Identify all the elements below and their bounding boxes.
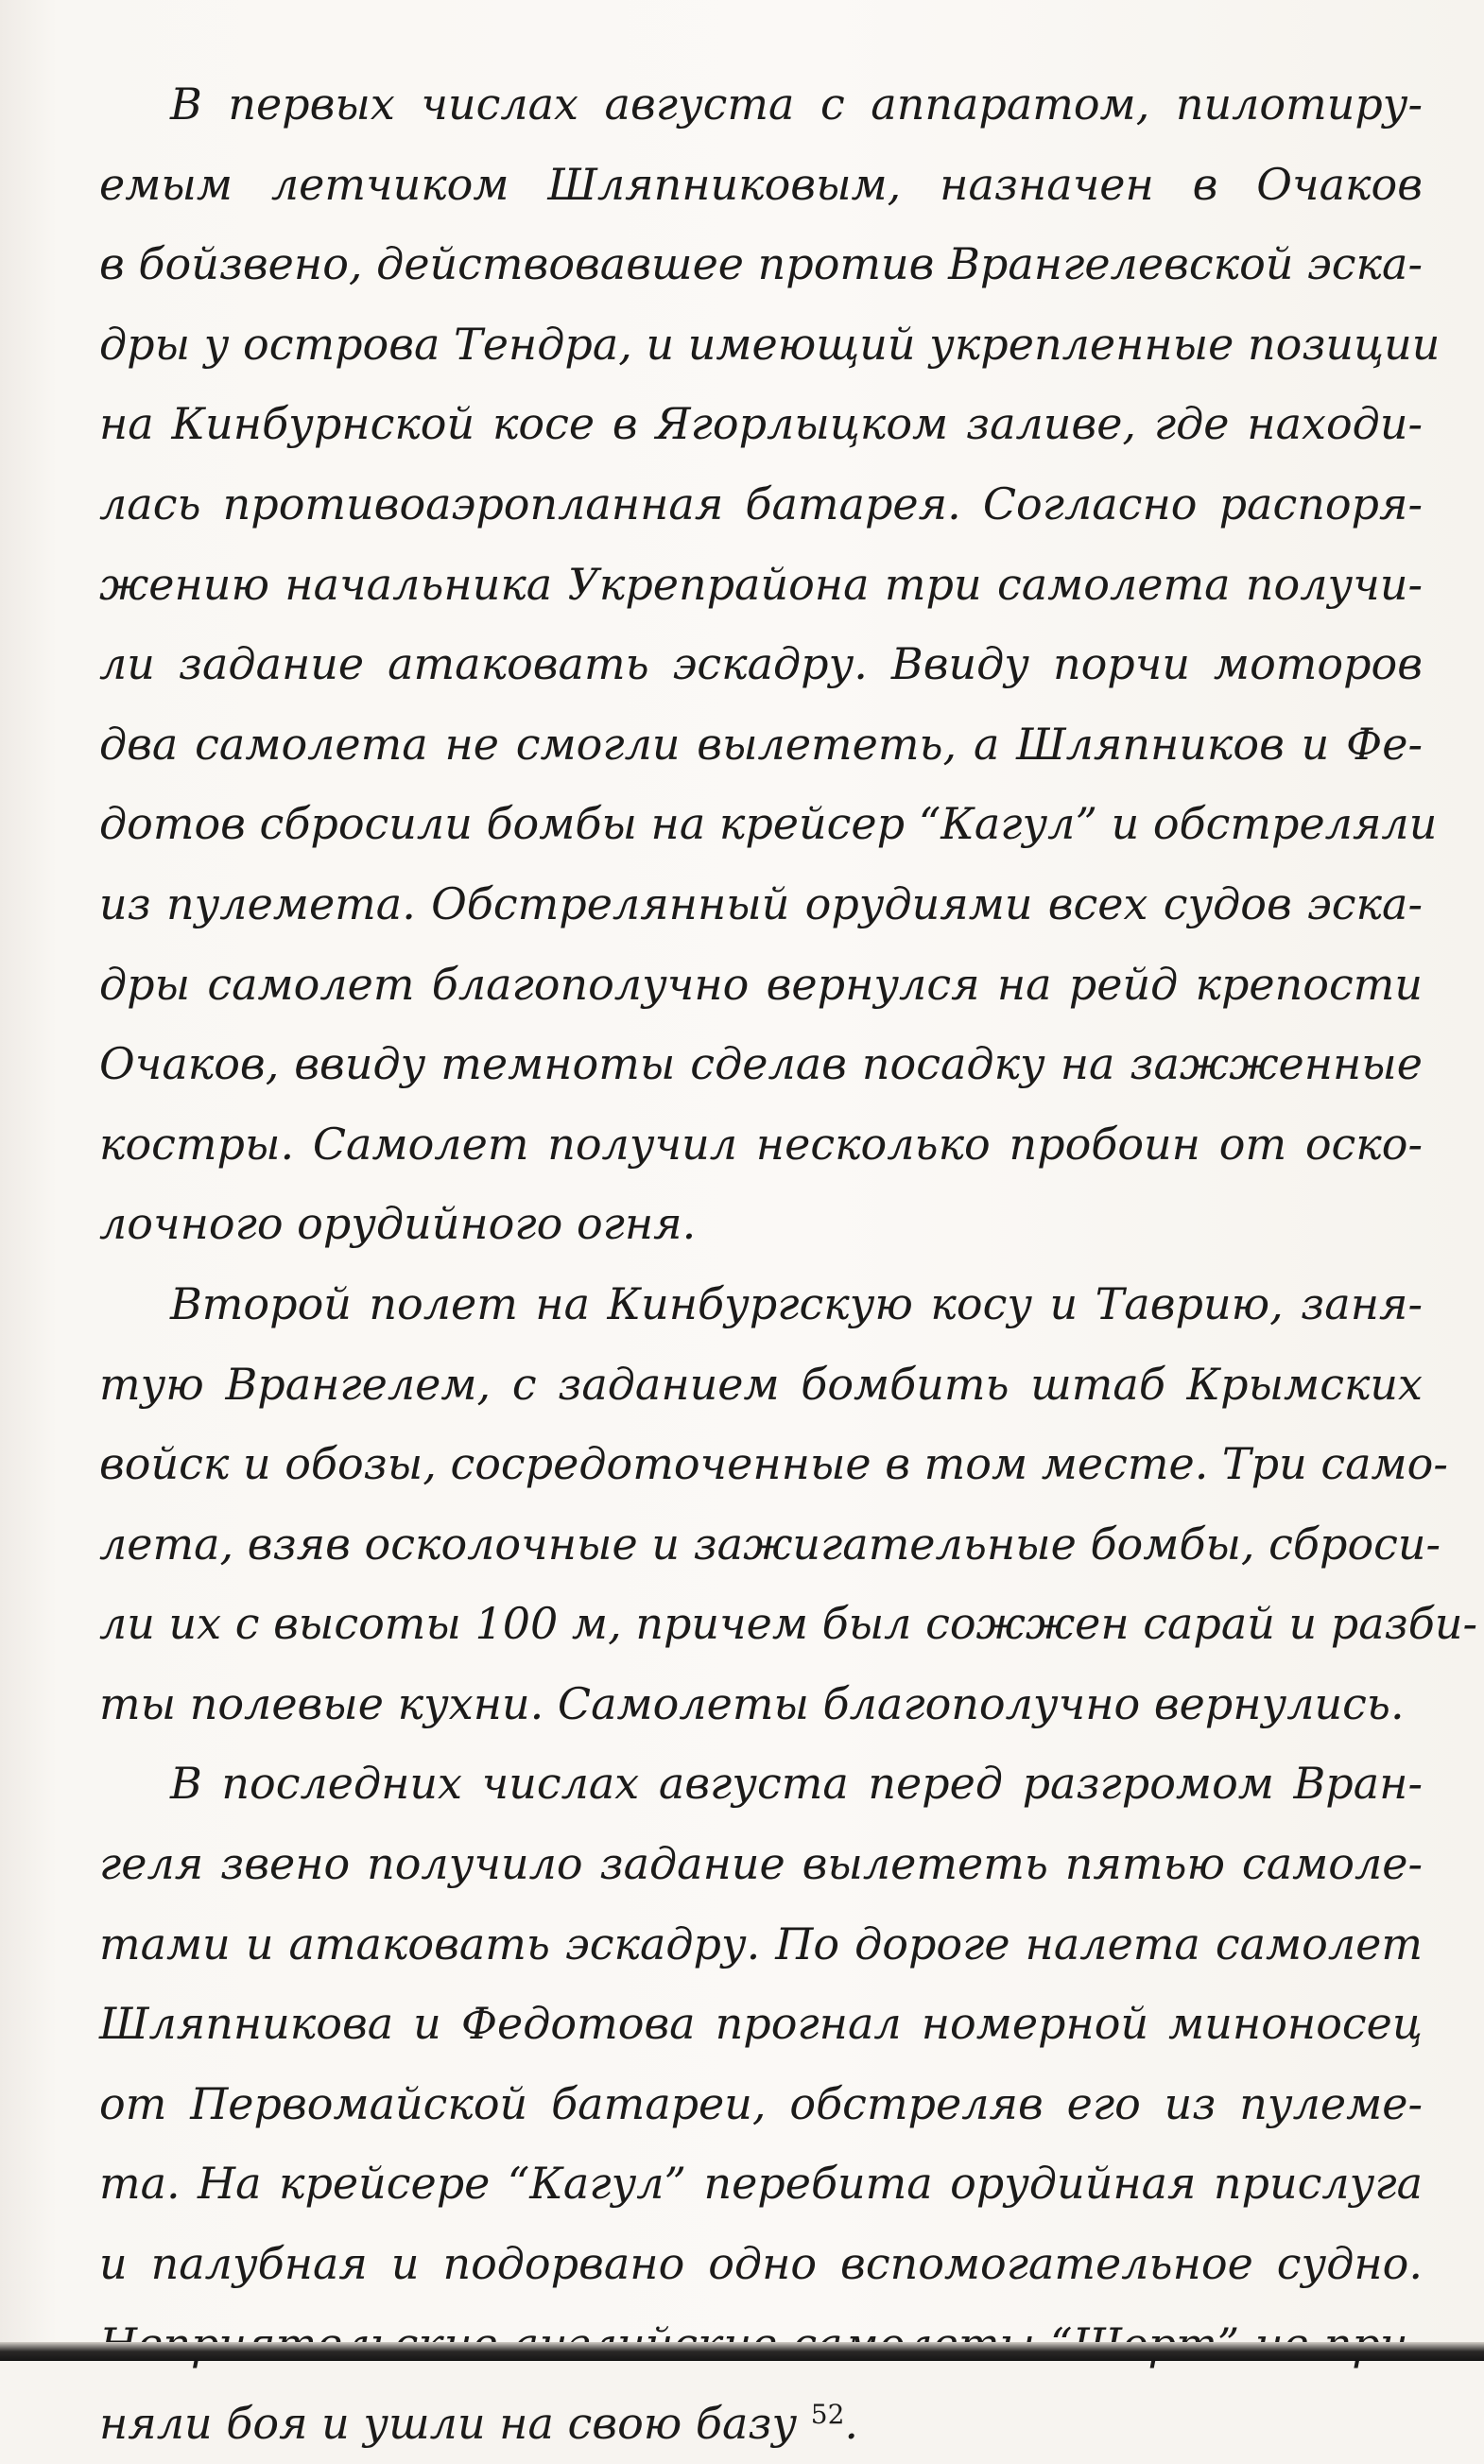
text-line: войск и обозы, сосредоточенные в том месте. Три само- bbox=[99, 1438, 1448, 1490]
final-line-text: няли боя и ушли на свою базу bbox=[99, 2398, 798, 2450]
text-line: лочного орудийного огня. bbox=[99, 1198, 697, 1250]
text-line: ли их с высоты 100 м, причем был сожжен сарай и разби- bbox=[99, 1598, 1478, 1650]
text-line: Шляпникова и Федотова прогнал номерной миноносец bbox=[99, 1998, 1423, 2050]
text-line: от Первомайской батареи, обстреляв его из пулеме- bbox=[99, 2077, 1423, 2129]
text-line: геля звено получило задание вылететь пятью самоле- bbox=[99, 1838, 1423, 1890]
text-line: жению начальника Укрепрайона три самолета получи- bbox=[99, 558, 1423, 610]
page-bottom-edge bbox=[0, 2342, 1484, 2361]
text-line: два самолета не смогли вылететь, а Шляпников и Фе- bbox=[99, 718, 1423, 770]
text-line: Второй полет на Кинбургскую косу и Таврию, заня- bbox=[170, 1277, 1423, 1329]
text-line: ли задание атаковать эскадру. Ввиду порчи моторов bbox=[99, 638, 1423, 690]
final-period: . bbox=[844, 2398, 859, 2450]
text-line: дры самолет благополучно вернулся на рейд крепости bbox=[99, 958, 1423, 1010]
text-line: на Кинбурнской косе в Ягорлыцком заливе, где находи- bbox=[99, 398, 1423, 450]
paragraph-2 bbox=[99, 1264, 1478, 1744]
page-text bbox=[99, 64, 1478, 2464]
text-line-final bbox=[99, 2384, 1423, 2464]
text-line: лета, взяв осколочные и зажигательные бомбы, сброси- bbox=[99, 1518, 1441, 1570]
text-line: тую Врангелем, с заданием бомбить штаб Крымских bbox=[99, 1358, 1423, 1410]
text-line: дотов сбросили бомбы на крейсер “Кагул” и обстреляли bbox=[99, 798, 1438, 850]
text-line: В последних числах августа перед разгромом Вран- bbox=[170, 1758, 1423, 1810]
text-line: в бойзвено, действовавшее против Врангелевской эска- bbox=[99, 238, 1423, 290]
footnote-reference[interactable]: 52 bbox=[810, 2399, 845, 2431]
text-line: и палубная и подорвано одно вспомогательное судно. bbox=[99, 2238, 1423, 2290]
text-line: та. На крейсере “Кагул” перебита орудийная прислуга bbox=[99, 2158, 1423, 2210]
text-line: В первых числах августа с аппаратом, пилотиру- bbox=[170, 78, 1423, 130]
paragraph-1 bbox=[99, 64, 1441, 1264]
text-line: из пулемета. Обстрелянный орудиями всех судов эска- bbox=[99, 877, 1423, 929]
text-line: тами и атаковать эскадру. По дороге налета самолет bbox=[99, 1917, 1423, 1969]
text-line: лась противоаэропланная батарея. Согласно распоря- bbox=[99, 477, 1423, 529]
text-line: костры. Самолет получил несколько пробоин от оско- bbox=[99, 1118, 1423, 1170]
text-line: емым летчиком Шляпниковым, назначен в Очаков bbox=[99, 158, 1423, 210]
text-line: ты полевые кухни. Самолеты благополучно вернулись. bbox=[99, 1677, 1405, 1729]
text-line: дры у острова Тендра, и имеющий укрепленные позиции bbox=[99, 318, 1441, 370]
text-line: Очаков, ввиду темноты сделав посадку на зажженные bbox=[99, 1038, 1423, 1090]
